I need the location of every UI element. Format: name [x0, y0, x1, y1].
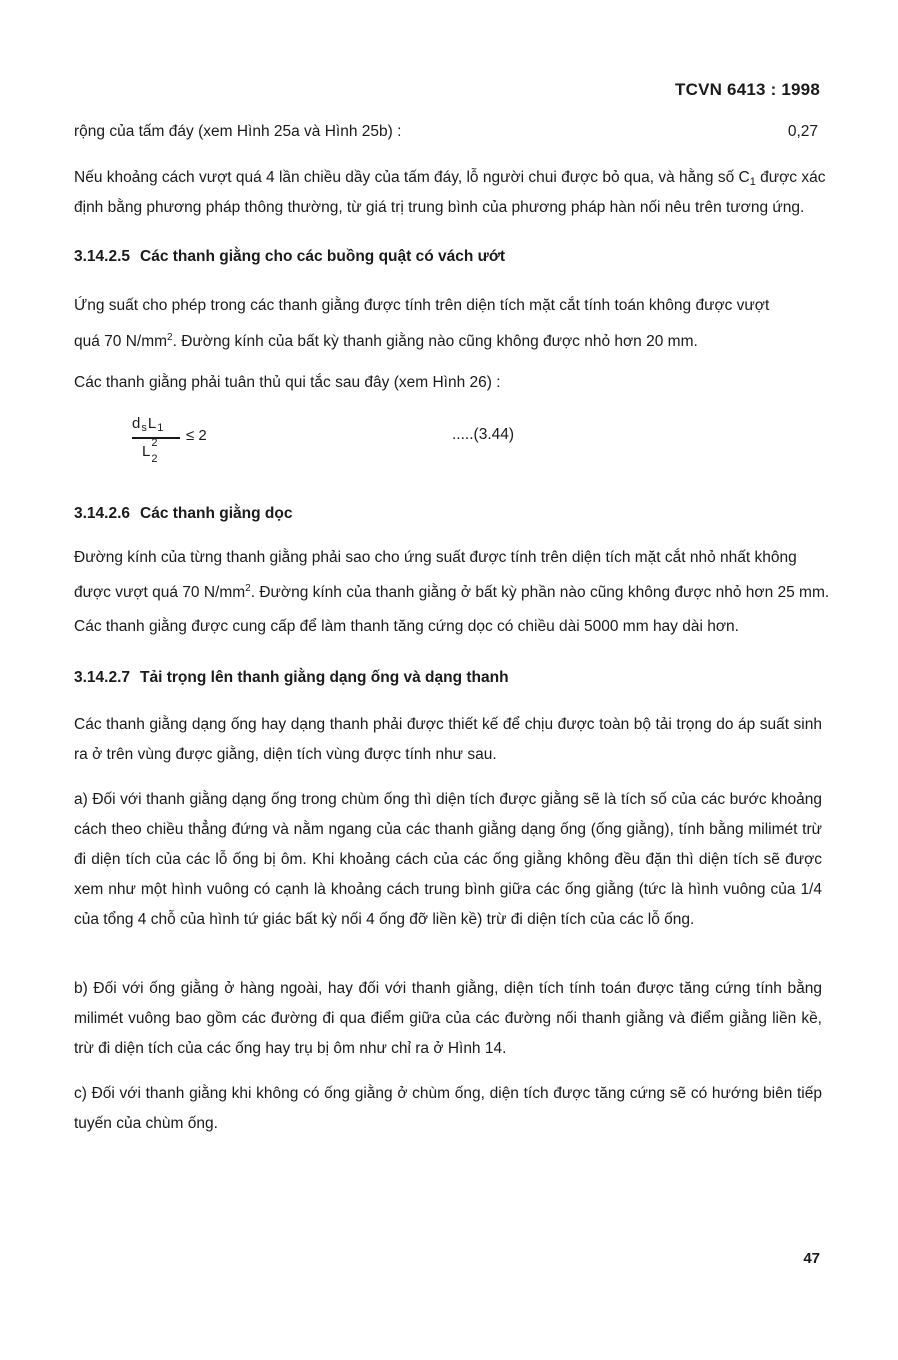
overlap-text-1b: được xác: [755, 169, 826, 186]
overlap-text-1: Nếu khoảng cách vượt quá 4 lần chiều dầy của tấm đáy, lỗ người chui được bỏ qua, và hằng số C: [74, 169, 750, 186]
load-intro-paragraph: Các thanh giằng dạng ống hay dạng thanh phải được thiết kế để chịu được toàn bộ tải trọng do áp suất sinh ra ở trên vùng được giằng, diện tích vùng được tính như sau.: [74, 716, 822, 763]
formula-3-44: [128, 415, 248, 479]
numerator-s: s: [141, 422, 148, 434]
stress-line-1: Ứng suất cho phép trong các thanh giằng được tính trên diện tích mặt cắt tính toán không được vượt: [74, 297, 770, 314]
numerator-d: d: [132, 415, 142, 432]
denominator-sub: 2: [151, 453, 158, 465]
denominator-L: L: [142, 443, 151, 460]
numerator-L: L: [147, 415, 158, 432]
section-title: Tải trọng lên thanh giằng dạng ống và dạng thanh: [140, 669, 509, 686]
diameter-line-2: [74, 574, 830, 608]
section-title: Các thanh giằng cho các buồng quật có vách ướt: [140, 248, 506, 265]
standard-code: TCVN 6413 : 1998: [675, 80, 820, 99]
section-title: Các thanh giằng dọc: [140, 505, 293, 522]
constant-subscript: 1: [749, 176, 756, 188]
item-a-paragraph: a) Đối với thanh giằng dạng ống trong chùm ống thì diện tích được giằng sẽ là tích số của các bước khoảng cách theo chiều thẳng đứng và nằm ngang của các thanh giằng dạng ống (ống giằng), tính bằng milimét trừ đi diện tích của các lỗ ống bị ôm. Khi khoảng cách của các ống giằng không đều đặn thì diện tích sẽ được xem như một hình vuông có cạnh là khoảng cách trung bình giữa các ống giằng (tức là hình vuông của 1/4 của tổng 4 chỗ của hình tứ giác bất kỳ nối 4 ống đỡ liền kề) trừ đi diện tích của các lỗ ống.: [74, 791, 822, 928]
section-number: 3.14.2.6: [74, 505, 131, 522]
numerator-1: 1: [157, 422, 165, 434]
intro-line: [74, 117, 822, 147]
section-heading-3-14-2-6: [74, 505, 292, 523]
item-b-paragraph: b) Đối với ống giằng ở hàng ngoài, hay đối với thanh giằng, diện tích tính toán được tăng cứng tính bằng milimét vuông bao gồm các đường đi qua điểm giữa của các đường nối thanh giằng và điểm giằng liền kề, trừ đi diện tích của các ống hay trụ bị ôm như chỉ ra ở Hình 14.: [74, 980, 822, 1057]
section-number: 3.14.2.7: [74, 669, 131, 686]
section-heading-3-14-2-5: [74, 248, 505, 266]
denominator-scripts: [150, 437, 160, 465]
intro-text: rộng của tấm đáy (xem Hình 25a và Hình 25b) :: [74, 123, 402, 140]
stress-line-2: [74, 323, 822, 357]
denominator-sup: 2: [151, 437, 158, 449]
page-number: 47: [803, 1250, 820, 1267]
diameter-text-b: . Đường kính của thanh giằng ở bất kỳ phần nào cũng không được nhỏ hơn 25 mm.: [250, 584, 830, 602]
item-c-paragraph: c) Đối với thanh giằng khi không có ống giằng ở chùm ống, diện tích được tăng cứng sẽ có hướng biên tiếp tuyến của chùm ống.: [74, 1085, 822, 1132]
section-heading-3-14-2-7: [74, 669, 509, 687]
formula-denominator: [142, 437, 160, 465]
diameter-text: được vượt quá 70 N/mm: [74, 584, 246, 602]
stress-text: quá 70 N/mm: [74, 333, 168, 351]
stress-text-b: . Đường kính của bất kỳ thanh giằng nào cũng không được nhỏ hơn 20 mm.: [172, 333, 698, 351]
equation-reference: .....(3.44): [452, 426, 515, 443]
overlap-line-1: [74, 163, 826, 197]
section-number: 3.14.2.5: [74, 248, 131, 265]
unit-superscript: 2: [167, 332, 173, 343]
formula-operator: ≤ 2: [186, 427, 207, 444]
unit-superscript: 2: [245, 583, 251, 594]
diameter-line-1: Đường kính của từng thanh giằng phải sao cho ứng suất được tính trên diện tích mặt cắt nhỏ nhất không: [74, 549, 797, 566]
formula-numerator: [132, 415, 164, 434]
diameter-line-3: Các thanh giằng được cung cấp để làm thanh tăng cứng dọc có chiều dài 5000 mm hay dài hơn.: [74, 618, 739, 635]
overlap-line-2: định bằng phương pháp thông thường, từ giá trị trung bình của phương pháp hàn nối nêu trên tương ứng.: [74, 199, 805, 216]
rule-intro: Các thanh giằng phải tuân thủ qui tắc sau đây (xem Hình 26) :: [74, 374, 501, 391]
intro-value: 0,27: [787, 123, 818, 140]
